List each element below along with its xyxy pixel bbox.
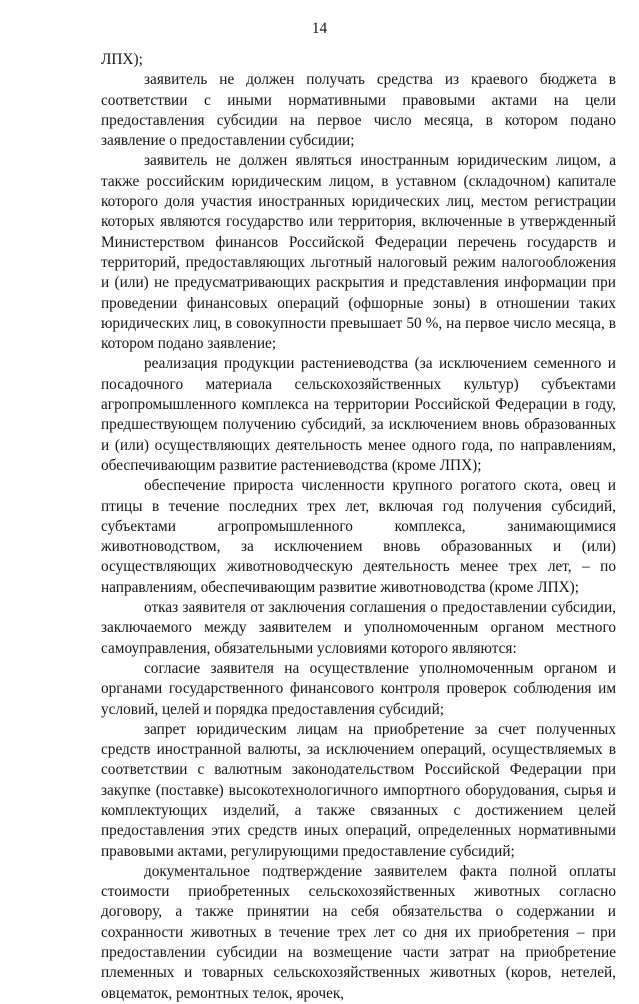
paragraph: ЛПХ); [101, 51, 143, 68]
document-body [101, 50, 616, 1004]
paragraph: согласие заявителя на осуществление уполномоченным органом и органами государственного финансового контроля проверок соблюдения им условий, целей и порядка предоставления субсидий; [101, 659, 616, 718]
paragraph: отказ заявителя от заключения соглашения о предоставлении субсидии, заключаемого между заявителем и уполномоченным органом местного самоуправления, обязательными условиями которого являются: [101, 599, 616, 657]
paragraph: обеспечение прироста численности крупного рогатого скота, овец и птицы в течение последних трех лет, включая год получения субсидий, субъектами агропромышленного комплекса, занимающимися животноводством, за исключением вновь образованных и (или) осуществляющих животноводческую деятельность менее трех лет, – по направлениям, обеспечивающим развитие животноводства (кроме ЛПХ); [101, 477, 616, 596]
paragraph: документальное подтверждение заявителем факта полной оплаты стоимости приобретенных сельскохозяйственных животных согласно договору, а также принятии на себя обязательства о содержании и сохранности животных в течение трех лет со дня их приобретения – при предоставлении субсидии на возмещение части затрат на приобретение племенных и товарных сельскохозяйственных животных (коров, нетелей, овцематок, ремонтных телок, ярочек, [101, 862, 616, 1002]
paragraph: запрет юридическим лицам на приобретение за счет полученных средств иностранной валюты, за исключением операций, осуществляемых в соответствии с валютным законодательством Российской Федерации при закупке (поставке) высокотехнологичного импортного оборудования, сырья и комплектующих изделий, а также связанных с достижением целей предоставления этих средств иных операций, определенных нормативными правовыми актами, регулирующими предоставление субсидий; [101, 720, 616, 860]
page-number: 14 [311, 20, 328, 37]
paragraph: заявитель не должен получать средства из краевого бюджета в соответствии с иными нормативными правовыми актами на цели предоставления субсидии на первое число месяца, в котором подано заявление о предоставлении субсидии; [101, 71, 616, 150]
paragraph: заявитель не должен являться иностранным юридическим лицом, а также российским юридическим лицом, в уставном (складочном) капитале которого доля участия иностранных юридических лиц, местом регистрации которых являются государство или территория, включенные в утвержденный Министерством финансов Российской Федерации перечень государств и территорий, предоставляющих льготный налоговый режим налогообложения и (или) не предусматривающих раскрытия и представления информации при проведении финансовых операций (офшорные зоны) в отношении таких юридических лиц, в совокупности превышает 50 %, на первое число месяца, в котором подано заявление; [101, 152, 616, 353]
paragraph: реализация продукции растениеводства (за исключением семенного и посадочного материала сельскохозяйственных культур) субъектами агропромышленного комплекса на территории Российской Федерации в году, предшествующем получению субсидий, за исключением вновь образованных и (или) осуществляющих деятельность менее одного года, по направлениям, обеспечивающим развитие растениеводства (кроме ЛПХ); [101, 355, 616, 474]
